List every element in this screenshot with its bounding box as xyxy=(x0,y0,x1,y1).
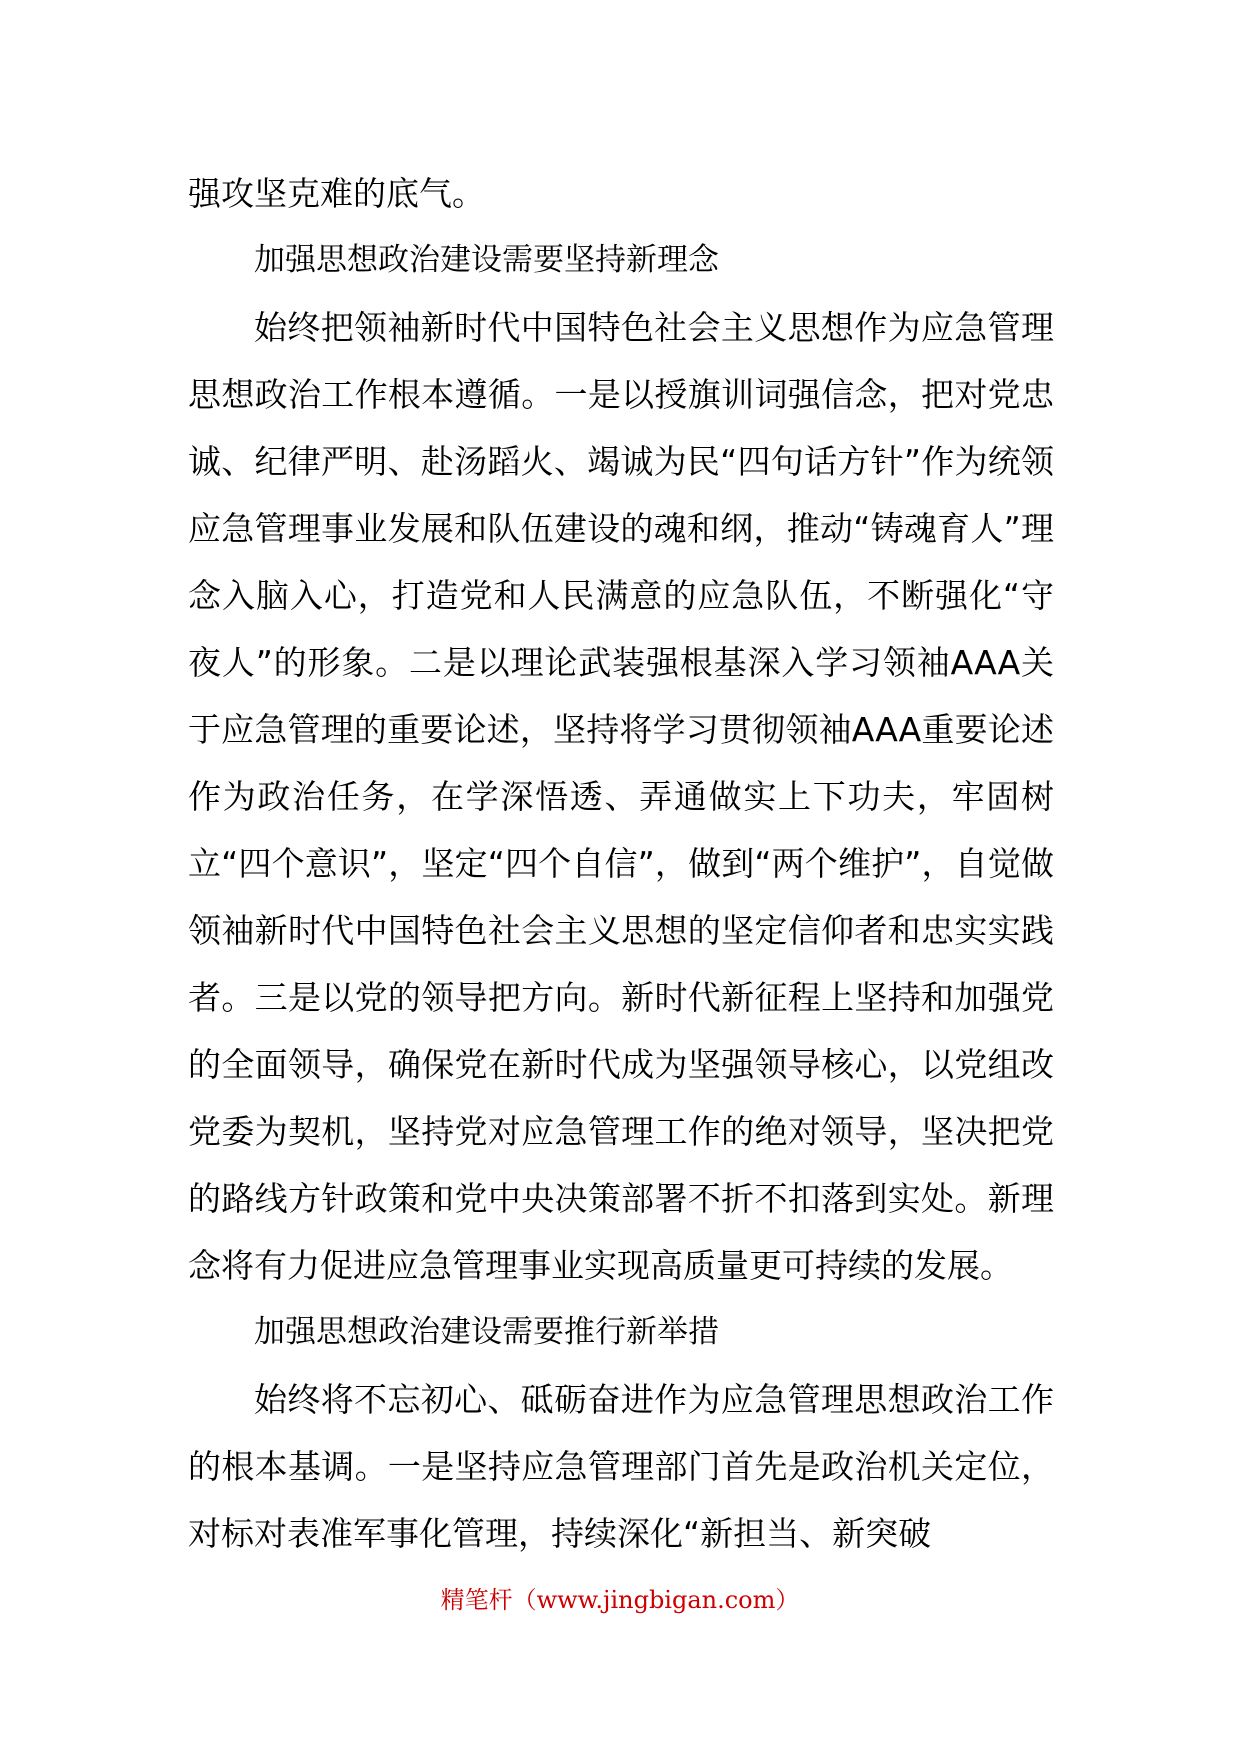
paragraph-new-measures: 始终将不忘初心、砥砺奋进作为应急管理思想政治工作的根本基调。一是坚持应急管理部门首先是政治机关定位，对标对表准军事化管理，持续深化“新担当、新突破 xyxy=(188,1380,1054,1553)
section-heading-new-concept: 加强思想政治建设需要坚持新理念 xyxy=(254,242,719,278)
paragraph-continuation: 强攻坚克难的底气。 xyxy=(188,174,485,213)
section-heading-new-measures: 加强思想政治建设需要推行新举措 xyxy=(254,1314,719,1350)
page-footer-watermark: 精笔杆（www.jingbigan.com） xyxy=(440,1586,800,1614)
paragraph-new-concept: 始终把领袖新时代中国特色社会主义思想作为应急管理思想政治工作根本遵循。一是以授旗训词强信念，把对党忠诚、纪律严明、赴汤蹈火、竭诚为民“四句话方针”作为统领应急管理事业发展和队伍建设的魂和纲，推动“铸魂育人”理念入脑入心，打造党和人民满意的应急队伍，不断强化“守夜人”的形象。二是以理论武装强根基深入学习领袖AAA关于应急管理的重要论述，坚持将学习贯彻领袖AAA重要论述作为政治任务，在学深悟透、弄通做实上下功夫，牢固树立“四个意识”，坚定“四个自信”，做到“两个维护”，自觉做领袖新时代中国特色社会主义思想的坚定信仰者和忠实实践者。三是以党的领导把方向。新时代新征程上坚持和加强党的全面领导，确保党在新时代成为坚强领导核心，以党组改党委为契机，坚持党对应急管理工作的绝对领导，坚决把党的路线方针政策和党中央决策部署不折不扣落到实处。新理念将有力促进应急管理事业实现高质量更可持续的发展。 xyxy=(188,308,1054,1285)
document-body xyxy=(188,160,1054,1567)
